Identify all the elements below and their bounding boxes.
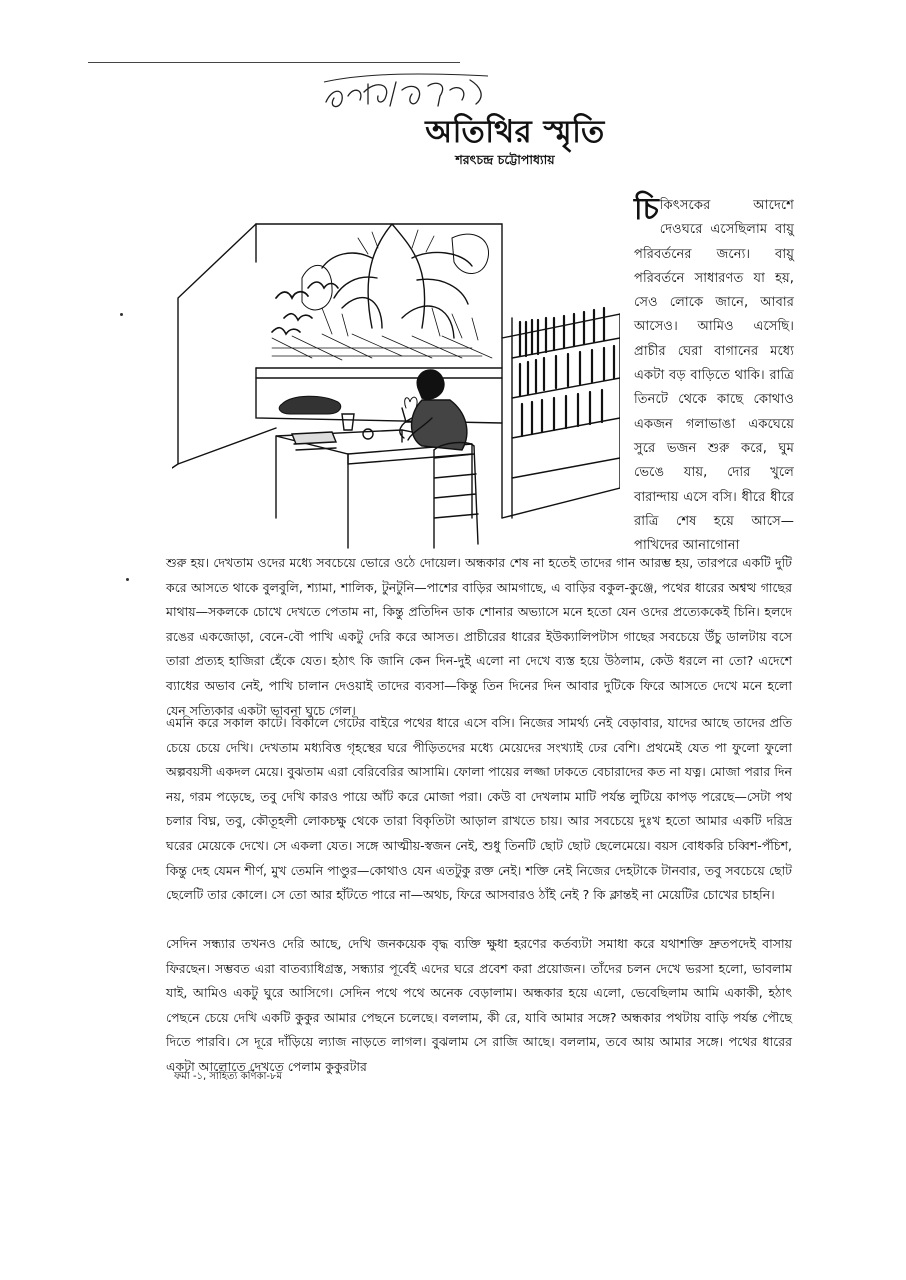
paragraph-2: এমনি করে সকাল কাটে। বিকালে গেটের বাইরে পথের ধারে এসে বসি। নিজের সামর্থ্য নেই বেড়াবার, যাদের আছে তাদের প্রতি চেয়ে চেয়ে দেখি। দেখতাম মধ্যবিত্ত গৃহস্থের ঘরে পীড়িতদের মধ্যে মেয়েদের সংখ্যাই ঢের বেশি। প্রথমেই যেত পা ফুলো ফুলো অল্পবয়সী একদল মেয়ে। বুঝতাম এরা বেরিবেরির আসামি। ফোলা পায়ের লজ্জা ঢাকতে বেচারাদের কত না যত্ন। মোজা পরার দিন নয়, গরম পড়েছে, তবু দেখি কারও পায়ে আঁট করে মোজা পরা। কেউ বা দেখলাম মাটি পর্যন্ত লুটিয়ে কাপড় পরেছে—সেটা পথ চলার বিঘ্ন, তবু, কৌতূহলী লোকচক্ষু থেকে তারা বিকৃতিটা আড়াল রাখতে চায়। আর সবচেয়ে দুঃখ হতো আমার একটি দরিদ্র ঘরের মেয়েকে দেখে। সে একলা যেত। সঙ্গে আত্মীয়-স্বজন নেই, শুধু তিনটি ছোট ছোট ছেলেমেয়ে। বয়স বোধকরি চব্বিশ-পঁচিশ, কিন্তু দেহ যেমন শীর্ণ, মুখ তেমনি পাণ্ডুর—কোথাও যেন এতটুকু রক্ত নেই। শক্তি নেই নিজের দেহটাকে টানবার, তবু সবচেয়ে ছোট ছেলেটি তার কোলে। সে তো আর হাঁটতে পারে না—অথচ, ফিরে আসবারও ঠাঁই নেই ? কি ক্লান্তই না মেয়েটির চোখের চাহনি। bbox=[166, 715, 792, 903]
paragraph-1: শুরু হয়। দেখতাম ওদের মধ্যে সবচেয়ে ভোরে ওঠে দোয়েল। অন্ধকার শেষ না হতেই তাদের গান আরম্ভ হয়, তারপরে একটি দুটি করে আসতে থাকে বুলবুলি, শ্যামা, শালিক, টুনটুনি—পাশের বাড়ির আমগাছে, এ বাড়ির বকুল-কুঞ্জে, পথের ধারের অশ্বত্থ গাছের মাথায়—সকলকে চোখে দেখতে পেতাম না, কিন্তু প্রতিদিন ডাক শোনার অভ্যাসে মনে হতো যেন ওদের প্রত্যেককেই চিনি। হলদে রঙের একজোড়া, বেনে-বৌ পাখি একটু দেরি করে আসত। প্রাচীরের ধারের ইউক্যালিপটাস গাছের সবচেয়ে উঁচু ডালটায় বসে তারা প্রত্যহ হাজিরা হেঁকে যেত। হঠাৎ কি জানি কেন দিন-দুই এলো না দেখে ব্যস্ত হয়ে উঠলাম, কেউ ধরলে না তো? এদেশে ব্যাধের অভাব নেই, পাখি চালান দেওয়াই তাদের ব্যবসা—কিন্তু তিন দিনের দিন আবার দুটিকে ফিরে আসতে দেখে মনে হলো যেন সত্যিকার একটা ভাবনা ঘুচে গেল। bbox=[166, 555, 792, 718]
opening-column bbox=[634, 194, 794, 558]
drop-cap: চি bbox=[634, 192, 659, 227]
page-footer: ফর্মা -১, সাহিত্য কণিকা-৮ম bbox=[174, 1071, 283, 1082]
opening-column-text: কিৎসকের আদেশে দেওঘরে এসেছিলাম বায়ু পরিবর্তনের জন্যে। বায়ু পরিবর্তনে সাধারণত যা হয়, সেও লোকে জানে, আবার আসেও। আমিও এসেছি। প্রাচীর ঘেরা বাগানের মধ্যে একটা বড় বাড়িতে থাকি। রাত্রি তিনটে থেকে কাছে কোথাও একজন গলাভাঙা একঘেয়ে সুরে ভজন শুরু করে, ঘুম ভেঙে যায়, দোর খুলে বারান্দায় এসে বসি। ধীরে ধীরে রাত্রি শেষ হয়ে আসে—পাখিদের আনাগোনা bbox=[634, 198, 794, 554]
article-title: অতিথির স্মৃতি bbox=[425, 114, 605, 150]
illustration-writer-at-desk bbox=[172, 218, 620, 552]
top-rule bbox=[88, 62, 460, 63]
paragraph-3: সেদিন সন্ধ্যার তখনও দেরি আছে, দেখি জনকয়েক বৃদ্ধ ব্যক্তি ক্ষুধা হরণের কর্তব্যটা সমাধা করে যথাশক্তি দ্রুতপদেই বাসায় ফিরছেন। সম্ভবত এরা বাতব্যাধিগ্রস্ত, সন্ধ্যার পূর্বেই এদের ঘরে প্রবেশ করা প্রয়োজন। তাঁদের চলন দেখে ভরসা হলো, ভাবলাম যাই, আমিও একটু ঘুরে আসিগে। সেদিন পথে পথে অনেক বেড়ালাম। অন্ধকার হয়ে এলো, ভেবেছিলাম আমি একাকী, হঠাৎ পেছনে চেয়ে দেখি একটি কুকুর আমার পেছনে চলেছে। বললাম, কী রে, যাবি আমার সঙ্গে? অন্ধকার পথটায় বাড়ি পর্যন্ত পৌছে দিতে পারবি। সে দূরে দাঁড়িয়ে ল্যাজ নাড়তে লাগল। বুঝলাম সে রাজি আছে। বললাম, তবে আয় আমার সঙ্গে। পথের ধারের একটা আলোতে দেখতে পেলাম কুকুরটার bbox=[166, 936, 792, 1074]
scan-speck bbox=[126, 578, 129, 581]
scan-speck bbox=[120, 313, 123, 316]
author-name: শরৎচন্দ্র চট্টোপাধ্যায় bbox=[455, 152, 555, 167]
